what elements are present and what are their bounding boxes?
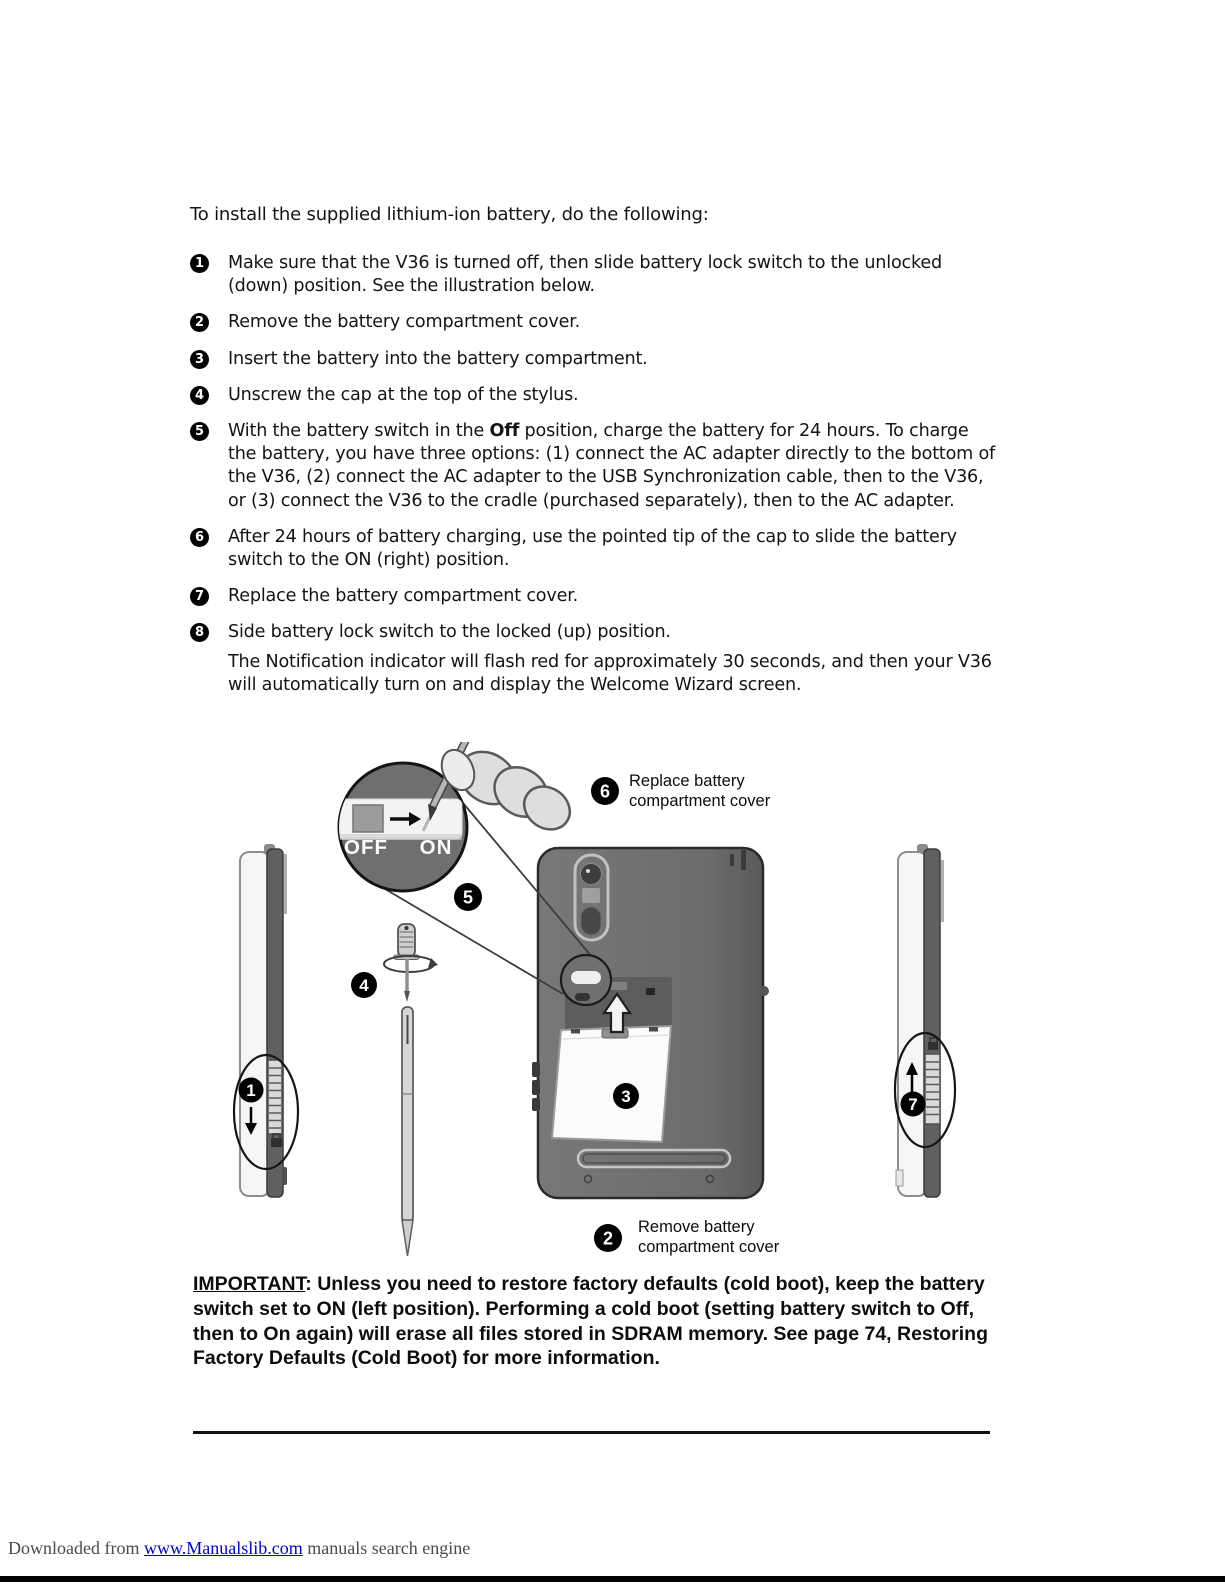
off-label: OFF — [344, 836, 388, 859]
step-7 — [190, 585, 1005, 608]
horizontal-rule — [193, 1431, 990, 1434]
footer-suffix: manuals search engine — [302, 1538, 471, 1558]
step-8 — [190, 621, 1005, 697]
intro-text: To install the supplied lithium-ion battery, do the following: — [190, 204, 709, 225]
step-2-badge: 2 — [190, 313, 209, 332]
device-back-view — [532, 848, 769, 1198]
step-2-text: Remove the battery compartment cover. — [228, 312, 581, 333]
svg-text:2: 2 — [602, 1228, 614, 1249]
step-5 — [190, 420, 1005, 513]
footer-prefix: Downloaded from — [8, 1538, 144, 1558]
badge-4 — [351, 972, 377, 998]
step-3-text: Insert the battery into the battery compartment. — [228, 348, 648, 369]
stylus-cap — [394, 924, 419, 960]
step-7-text: Replace the battery compartment cover. — [228, 586, 579, 607]
step-2 — [190, 311, 1005, 334]
important-label: IMPORTANT — [193, 1273, 306, 1295]
on-label: ON — [419, 836, 453, 859]
svg-text:compartment cover: compartment cover — [629, 792, 771, 810]
step-1-badge: 1 — [190, 254, 209, 273]
page-bottom-bar — [0, 1576, 1225, 1582]
step-1 — [190, 252, 1005, 298]
svg-text:3: 3 — [621, 1087, 631, 1106]
battery-lock-switch-right — [925, 1054, 940, 1124]
battery — [552, 1026, 671, 1142]
label-remove-cover — [594, 1218, 780, 1256]
step-3-badge: 3 — [190, 350, 209, 369]
device-left-side-view — [234, 844, 298, 1197]
switch-knob — [353, 805, 383, 832]
svg-text:4: 4 — [359, 976, 369, 995]
svg-text:1: 1 — [246, 1081, 256, 1100]
step-4-badge: 4 — [190, 386, 209, 405]
badge-1 — [239, 1078, 264, 1103]
step-4-text: Unscrew the cap at the top of the stylus. — [228, 384, 579, 405]
svg-text:7: 7 — [908, 1095, 918, 1114]
svg-text:compartment cover: compartment cover — [638, 1238, 780, 1256]
battery-installation-figure — [225, 742, 975, 1260]
svg-text:6: 6 — [599, 781, 611, 802]
step-1-text: Make sure that the V36 is turned off, then slide battery lock switch to the unlocked (down) position. See the illustration below. — [228, 253, 942, 297]
cap-pin — [404, 959, 410, 1002]
step-7-badge: 7 — [190, 587, 209, 606]
instructions — [190, 203, 1005, 710]
step-6-badge: 6 — [190, 528, 209, 547]
battery-lock-switch-left — [268, 1060, 282, 1134]
stylus-body — [402, 1007, 413, 1256]
label-replace-cover — [591, 772, 771, 810]
stylus — [351, 924, 438, 1256]
step-4 — [190, 384, 1005, 407]
important-note: IMPORTANT: Unless you need to restore factory defaults (cold boot), keep the battery switch set to ON (left position). Performing a cold boot (setting battery switch to Off, then to On again) will erase all files stored in SDRAM memory. See page 74, Restoring Factory Defaults (Cold Boot) for more information. — [193, 1273, 989, 1370]
battery-switch-callout — [561, 955, 611, 1005]
badge-3 — [613, 1083, 639, 1109]
step-3 — [190, 348, 1005, 371]
svg-text:Replace battery: Replace battery — [629, 772, 745, 790]
svg-text:Remove battery: Remove battery — [638, 1218, 755, 1236]
badge-7 — [901, 1092, 926, 1117]
badge-5 — [454, 883, 482, 911]
step-8-text: Side battery lock switch to the locked (up) position. The Notification indicator will flash red for approximately 30 seconds, and then your V36 will automatically turn on and display the Welcome Wizard screen. — [228, 621, 1000, 697]
step-8-note: The Notification indicator will flash red for approximately 30 seconds, and then your V36 will automatically turn on and display the Welcome Wizard screen. — [228, 651, 992, 695]
step-6-text: After 24 hours of battery charging, use the pointed tip of the cap to slide the battery switch to the ON (right) position. — [228, 526, 957, 571]
svg-text:5: 5 — [462, 887, 474, 908]
device-right-side-view — [895, 844, 955, 1197]
footer — [8, 1538, 470, 1559]
off-bold: Off — [489, 421, 520, 442]
step-8-badge: 8 — [190, 623, 209, 642]
step-5-text: With the battery switch in the Off position, charge the battery for 24 hours. To charge the battery, you have three options: (1) connect the AC adapter directly to the bottom of the V36, (2) connect the AC adapter to the USB Synchronization cable, then to the V36, or (3) connect the V36 to the cradle (purchased separately), then to the AC adapter. — [228, 421, 996, 511]
manualslib-link[interactable]: www.Manualslib.com — [143, 1538, 303, 1558]
step-5-badge: 5 — [190, 422, 209, 441]
step-6 — [190, 526, 1005, 572]
